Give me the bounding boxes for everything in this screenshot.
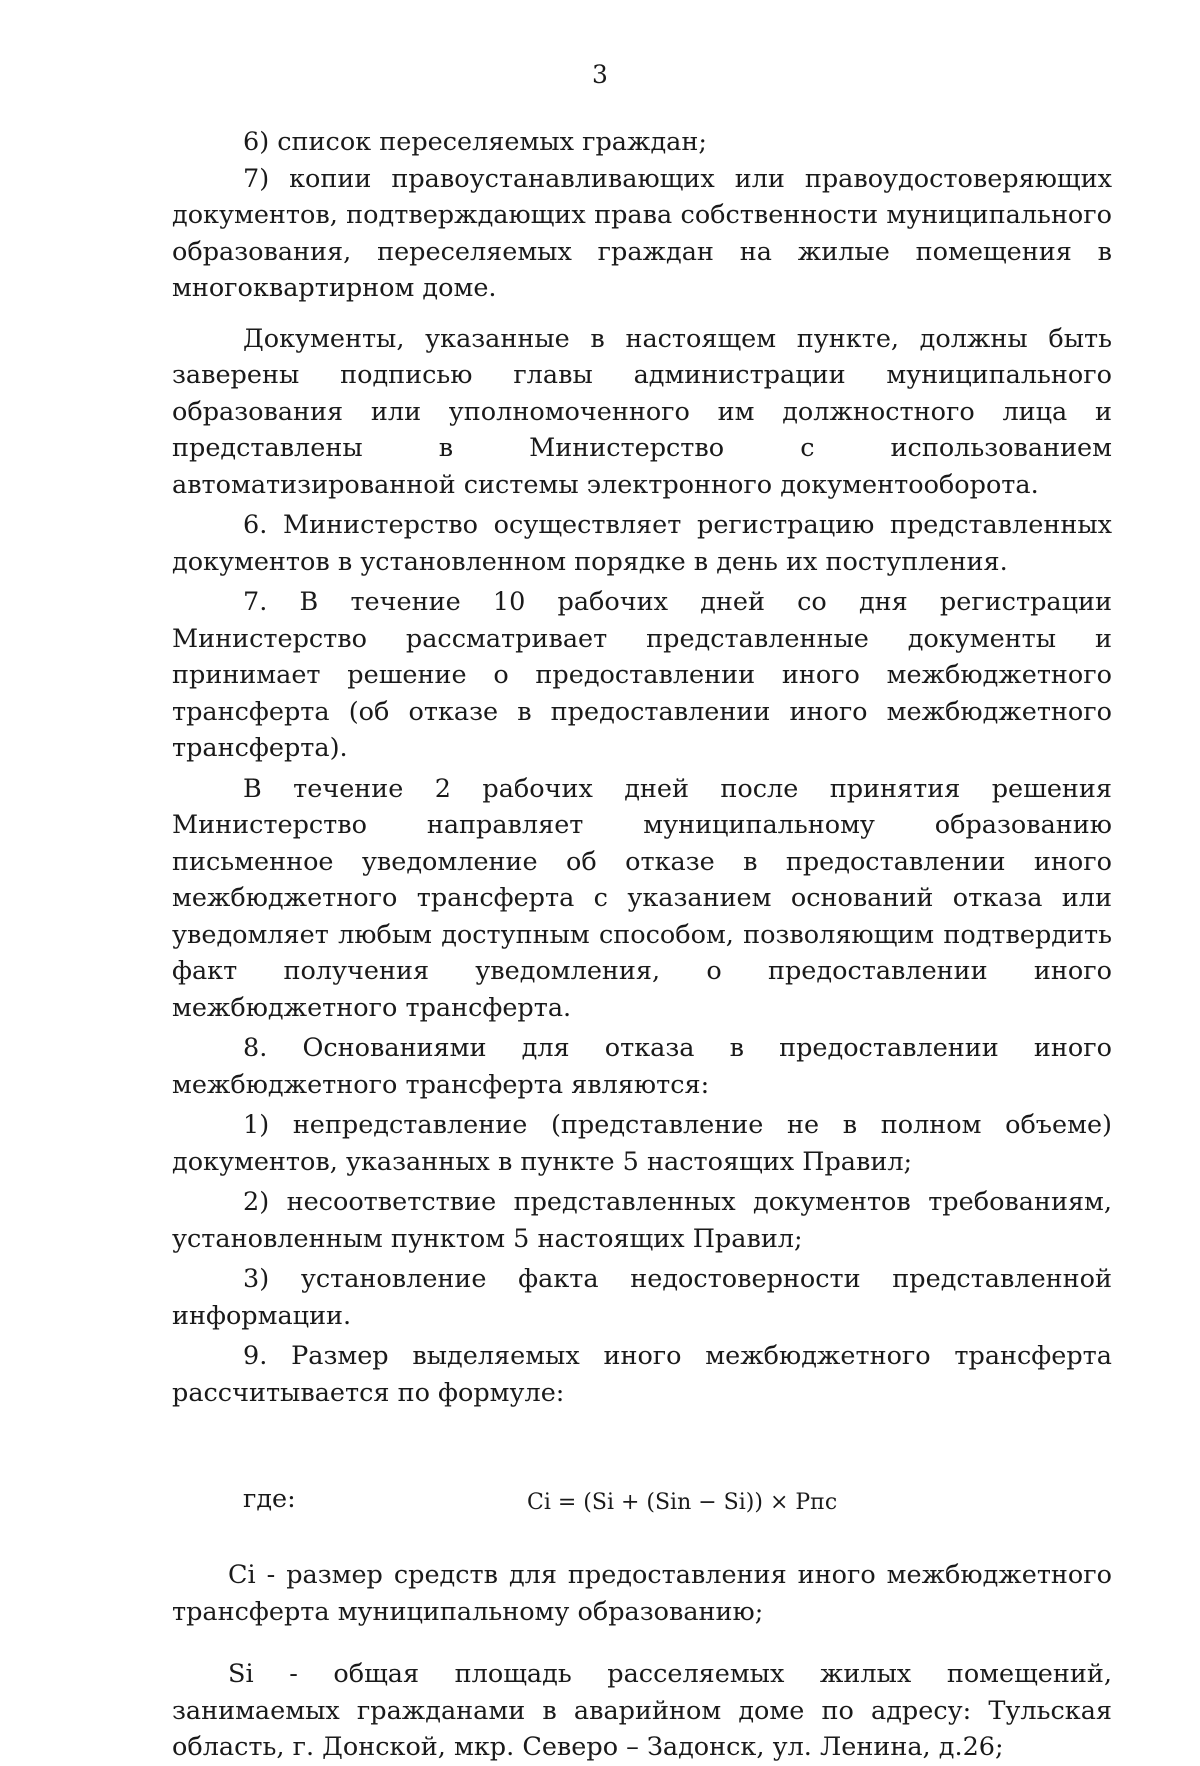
paragraph: В течение 2 рабочих дней после принятия решения Министерство направляет муниципальному образованию письменное уведомление об отказе в предоставлении иного межбюджетного трансферта с указанием оснований отказа или уведомляет любым доступным способом, позволяющим подтвердить факт получения уведомления, о предоставлении иного межбюджетного трансферта. <box>172 773 1112 1023</box>
where-label: где: <box>243 1484 296 1514</box>
formula: Ci = (Si + (Sin − Si)) × Pпс <box>527 1490 838 1515</box>
paragraph: 9. Размер выделяемых иного межбюджетного трансферта рассчитывается по формуле: <box>172 1341 1112 1408</box>
paragraph: 6) список переселяемых граждан; <box>243 127 707 157</box>
paragraph: 8. Основаниями для отказа в предоставлении иного межбюджетного трансферта являются: <box>172 1033 1112 1100</box>
paragraph: 3) установление факта недостоверности представленной информации. <box>172 1264 1112 1331</box>
paragraph: Документы, указанные в настоящем пункте, должны быть заверены подписью главы администрации муниципального образования или уполномоченного им должностного лица и представлены в Министерство с использованием автоматизированной системы электронного документооборота. <box>172 323 1112 500</box>
paragraph: 6. Министерство осуществляет регистрацию представленных документов в установленном порядке в день их поступления. <box>172 510 1112 577</box>
page-number: 3 <box>592 60 608 89</box>
definition-ci: Ci - размер средств для предоставления иного межбюджетного трансферта муниципальному образованию; <box>172 1560 1112 1627</box>
paragraph: 2) несоответствие представленных документов требованиям, установленным пунктом 5 настоящих Правил; <box>172 1187 1112 1254</box>
definition-si: Si - общая площадь расселяемых жилых помещений, занимаемых гражданами в аварийном доме по адресу: Тульская область, г. Донской, мкр. Северо – Задонск, ул. Ленина, д.26; <box>172 1659 1112 1762</box>
paragraph: 7. В течение 10 рабочих дней со дня регистрации Министерство рассматривает представленные документы и принимает решение о предоставлении иного межбюджетного трансферта (об отказе в предоставлении иного межбюджетного трансферта). <box>172 587 1112 763</box>
document-body <box>172 124 1112 1766</box>
formula-row <box>172 1471 1112 1531</box>
paragraph: 1) непредставление (представление не в полном объеме) документов, указанных в пункте 5 настоящих Правил; <box>172 1110 1112 1177</box>
paragraph: 7) копии правоустанавливающих или правоудостоверяющих документов, подтверждающих права собственности муниципального образования, переселяемых граждан на жилые помещения в многоквартирном доме. <box>172 163 1112 303</box>
